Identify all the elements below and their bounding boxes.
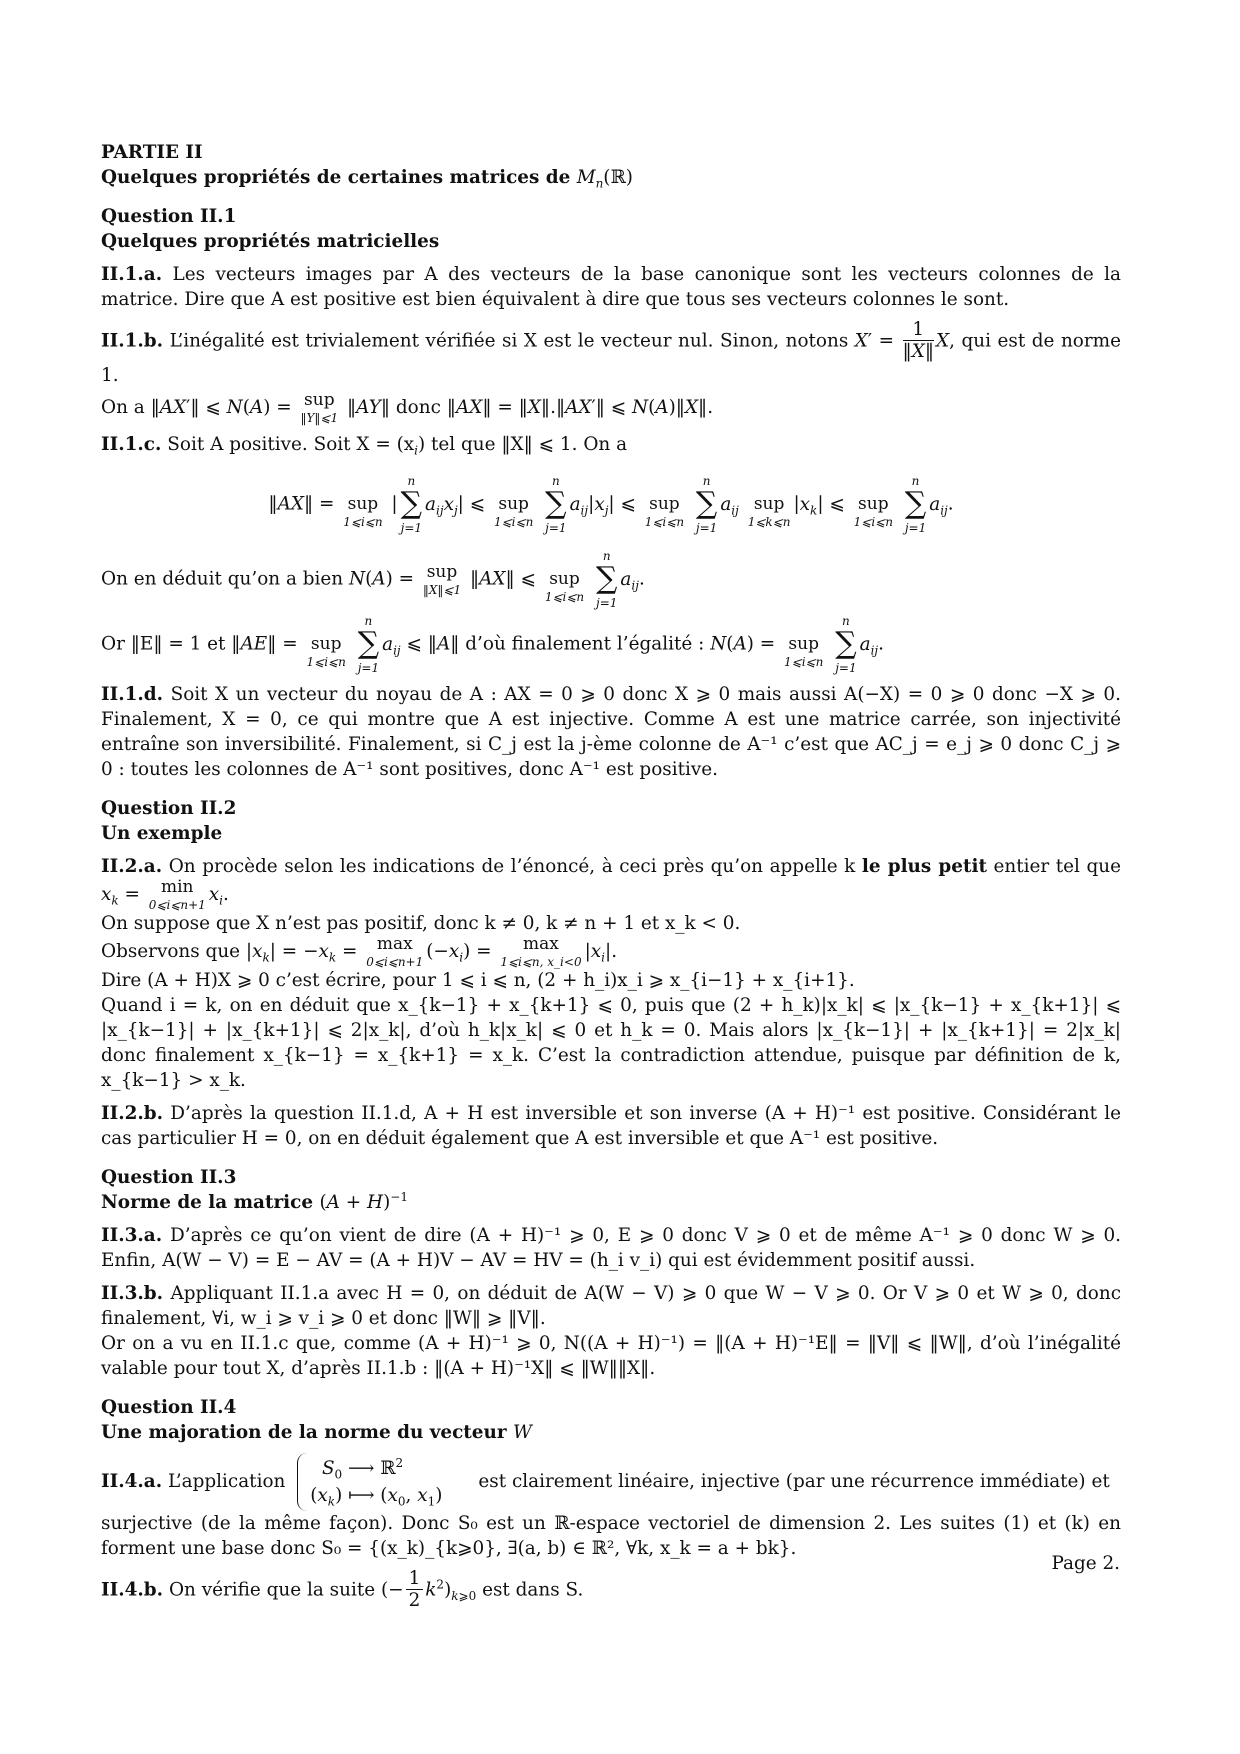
q1-c-display-equation: ‖AX‖ = sup 1⩽i⩽n | n ∑ j=1 $a_{ij}x_j|$ ⩽ sup 1⩽i⩽n n ∑ j=1 $a_{ij}|x_j|$ ⩽ sup 1⩽i⩽n n ∑ j=1 $a_{ij}$ sup 1⩽k⩽n $|x_k|$ ⩽ sup 1⩽i⩽n n ∑ j=1 $a_{ij}$.: [268, 474, 954, 535]
q3-title: Question II.3: [101, 1167, 237, 1188]
q4-a-line2: surjective (de la même façon). Donc S₀ est un ℝ-espace vectoriel de dimension 2. Les suites (1) et (k) en forment une base donc S₀ = {(x_k)_{k⩾0}, ∃(a, b) ∈ ℝ², ∀k, x_k = a + bk}.: [101, 1513, 1121, 1559]
page-number: Page 2.: [1051, 1553, 1120, 1574]
q2-a-line3: Observons que $|x_k| = -x_k$ = max 0⩽i⩽n+1 $(-x_i)$ = max 1⩽i⩽n, x_i<0 $|x_i|$.: [101, 934, 618, 969]
q4-a: II.4.a. L’application $S_0$ ⟶ ℝ$^2$ $(x_k)$ ⟼ ($x_0$, $x_1$) est clairement linéaire, injective (par une récurrence immédiate) et: [101, 1453, 1121, 1511]
q2-a: II.2.a. On procède selon les indications de l’énoncé, à ceci près qu’on appelle k le plus petit entier tel que $x_k$ = min 0⩽i⩽n+1 $x_i$.: [101, 856, 1121, 912]
q4-title: Question II.4: [101, 1397, 237, 1418]
q4-a-map-system: $S_0$ ⟶ ℝ$^2$ $(x_k)$ ⟼ ($x_0$, $x_1$): [297, 1453, 454, 1511]
q3-b: II.3.b. Appliquant II.1.a avec H = 0, on déduit de A(W − V) ⩾ 0 que W − V ⩾ 0. Or V ⩾ 0 et W ⩾ 0, donc finalement, ∀i, w_i ⩾ v_i ⩾ 0 et donc ‖W‖ ⩾ ‖V‖.: [101, 1283, 1121, 1329]
q3-a: II.3.a. D’après ce qu’on vient de dire (A + H)⁻¹ ⩾ 0, E ⩾ 0 donc V ⩾ 0 et de même A⁻¹ ⩾ 0 donc W ⩾ 0. Enfin, A(W − V) = E − AV = (A + H)V − AV = HV = (h_i v_i) qui est évidemment positif aussi.: [101, 1225, 1121, 1271]
page-content: [101, 140, 1121, 1612]
q2-title: Question II.2: [101, 798, 237, 819]
q1-b-line2: On a ‖AX′‖ ⩽ N(A) = sup ‖Y‖⩽1 ‖AY‖ donc ‖AX‖ = ‖X‖.‖AX′‖ ⩽ N(A)‖X‖.: [101, 390, 714, 425]
q3-b-line2: Or on a vu en II.1.c que, comme (A + H)⁻¹ ⩾ 0, N((A + H)⁻¹) = ‖(A + H)⁻¹E‖ = ‖V‖ ⩽ ‖W‖, d’où l’inégalité valable pour tout X, d’après II.1.b : ‖(A + H)⁻¹X‖ ⩽ ‖W‖‖X‖.: [101, 1333, 1121, 1379]
q1-b: II.1.b. L’inégalité est trivialement vérifiée si X est le vecteur nul. Sinon, notons X′ = $\frac{1}{‖X‖}$ X, qui est de norme 1.: [101, 319, 1121, 386]
part-title: PARTIE II: [101, 142, 203, 163]
q1-c-line2: On en déduit qu’on a bien N(A) = sup ‖X‖⩽1 ‖AX‖ ⩽ sup 1⩽i⩽n n ∑ j=1 $a_{ij}$.: [101, 549, 645, 610]
q1-title: Question II.1: [101, 206, 237, 227]
q2-b: II.2.b. D’après la question II.1.d, A + H est inversible et son inverse (A + H)⁻¹ est positive. Considérant le cas particulier H = 0, on en déduit également que A est inversible et que A⁻¹ est positive.: [101, 1103, 1121, 1149]
q1-c-line3: Or ‖E‖ = 1 et ‖AE‖ = sup 1⩽i⩽n n ∑ j=1 $a_{ij}$ ⩽ ‖A‖ d’où finalement l’égalité : N(A) = sup 1⩽i⩽n n ∑ j=1 $a_{ij}$.: [101, 614, 885, 675]
q4-b: II.4.b. On vérifie que la suite (− $\frac{1}{2}$ $k^2)_{k⩾0}$ est dans S.: [101, 1568, 584, 1611]
q1-a: II.1.a. Les vecteurs images par A des vecteurs de la base canonique sont les vecteurs colonnes de la matrice. Dire que A est positive est bien équivalent à dire que tous ses vecteurs colonnes le sont.: [101, 264, 1121, 310]
q2-a-line4: Dire (A + H)X ⩾ 0 c’est écrire, pour 1 ⩽ i ⩽ n, (2 + h_i)x_i ⩾ x_{i−1} + x_{i+1}.: [101, 970, 855, 991]
q3-subtitle: Norme de la matrice $(A + H)^{-1}$: [101, 1189, 408, 1213]
part-subtitle: Quelques propriétés de certaines matrices de $M_n(ℝ)$: [101, 167, 633, 191]
q2-a-line2: On suppose que X n’est pas positif, donc k ≠ 0, k ≠ n + 1 et x_k < 0.: [101, 913, 741, 934]
q4-subtitle: Une majoration de la norme du vecteur W: [101, 1422, 532, 1443]
q2-a-line5: Quand i = k, on en déduit que x_{k−1} + x_{k+1} ⩽ 0, puis que (2 + h_k)|x_k| ⩽ |x_{k−1} + x_{k+1}| ⩽ |x_{k−1}| + |x_{k+1}| ⩽ 2|x_k|, d’où h_k|x_k| ⩽ 0 et h_k = 0. Mais alors |x_{k−1}| + |x_{k+1}| = 2|x_k| donc finalement x_{k−1} = x_{k+1} = x_k. C’est la contradiction attendue, puisque par définition de k, x_{k−1} > x_k.: [101, 995, 1121, 1091]
q2-subtitle: Un exemple: [101, 823, 223, 844]
q1-d: II.1.d. Soit X un vecteur du noyau de A : AX = 0 ⩾ 0 donc X ⩾ 0 mais aussi A(−X) = 0 ⩾ 0 donc −X ⩾ 0. Finalement, X = 0, ce qui montre que A est injective. Comme A est une matrice carrée, son injectivité entraîne son inversibilité. Finalement, si C_j est la j-ème colonne de A⁻¹ c’est que AC_j = e_j ⩾ 0 donc C_j ⩾ 0 : toutes les colonnes de A⁻¹ sont positives, donc A⁻¹ est positive.: [101, 684, 1121, 780]
q1-c: II.1.c. Soit A positive. Soit $X = (x_i)$ tel que ‖X‖ ⩽ 1. On a: [101, 434, 628, 458]
q1-subtitle: Quelques propriétés matricielles: [101, 231, 440, 252]
